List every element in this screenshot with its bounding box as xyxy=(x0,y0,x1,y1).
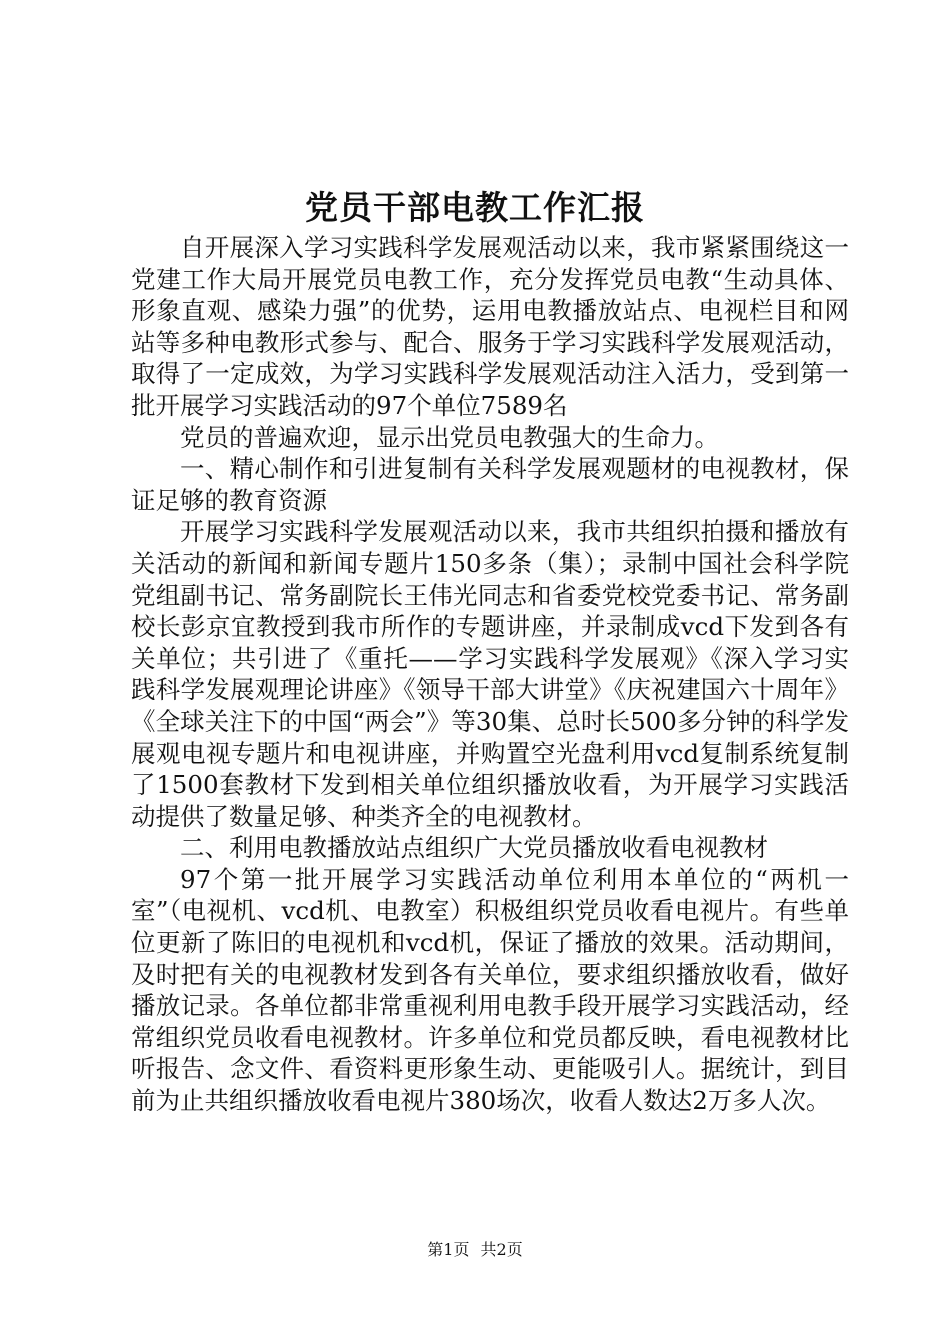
paragraph-section-2: 97个第一批开展学习实践活动单位利用本单位的“两机一室”（电视机、vcd机、电教室）积极组织党员收看电视片。有些单位更新了陈旧的电视机和vcd机，保证了播放的效果。活动期间，及时把有关的电视教材发到各有关单位，要求组织播放收看，做好播放记录。各单位都非常重视利用电教手段开展学习实践活动，经常组织党员收看电视教材。许多单位和党员都反映，看电视教材比听报告、念文件、看资料更形象生动、更能吸引人。据统计，到目前为止共组织播放收看电视片380场次，收看人数达2万多人次。 xyxy=(131,864,849,1116)
page-number: 第1页 xyxy=(427,1240,470,1259)
page-footer xyxy=(0,1240,950,1260)
paragraph-section-1: 开展学习实践科学发展观活动以来，我市共组织拍摄和播放有关活动的新闻和新闻专题片150多条（集）；录制中国社会科学院党组副书记、常务副院长王伟光同志和省委党校党委书记、常务副校长彭京宜教授到我市所作的专题讲座，并录制成vcd下发到各有关单位；共引进了《重托——学习实践科学发展观》《深入学习实践科学发展观理论讲座》《领导干部大讲堂》《庆祝建国六十周年》《全球关注下的中国“两会”》等30集、总时长500多分钟的科学发展观电视专题片和电视讲座，并购置空光盘利用vcd复制系统复制了1500套教材下发到相关单位组织播放收看，为开展学习实践活动提供了数量足够、种类齐全的电视教材。 xyxy=(131,517,849,831)
section-heading-2: 二、利用电教播放站点组织广大党员播放收看电视教材 xyxy=(180,833,768,863)
section-heading-1: 一、精心制作和引进复制有关科学发展观题材的电视教材，保证足够的教育资源 xyxy=(131,454,849,515)
paragraph-intro-continued: 党员的普遍欢迎，显示出党员电教强大的生命力。 xyxy=(180,422,719,452)
document-body xyxy=(131,232,849,1117)
page-total: 共2页 xyxy=(480,1240,523,1259)
paragraph-intro: 自开展深入学习实践科学发展观活动以来，我市紧紧围绕这一党建工作大局开展党员电教工作，充分发挥党员电教“生动具体、形象直观、感染力强”的优势，运用电教播放站点、电视栏目和网站等多种电教形式参与、配合、服务于学习实践科学发展观活动，取得了一定成效，为学习实践科学发展观活动注入活力，受到第一批开展学习实践活动的97个单位7589名 xyxy=(131,233,849,420)
document-title: 党员干部电教工作汇报 xyxy=(305,188,645,227)
